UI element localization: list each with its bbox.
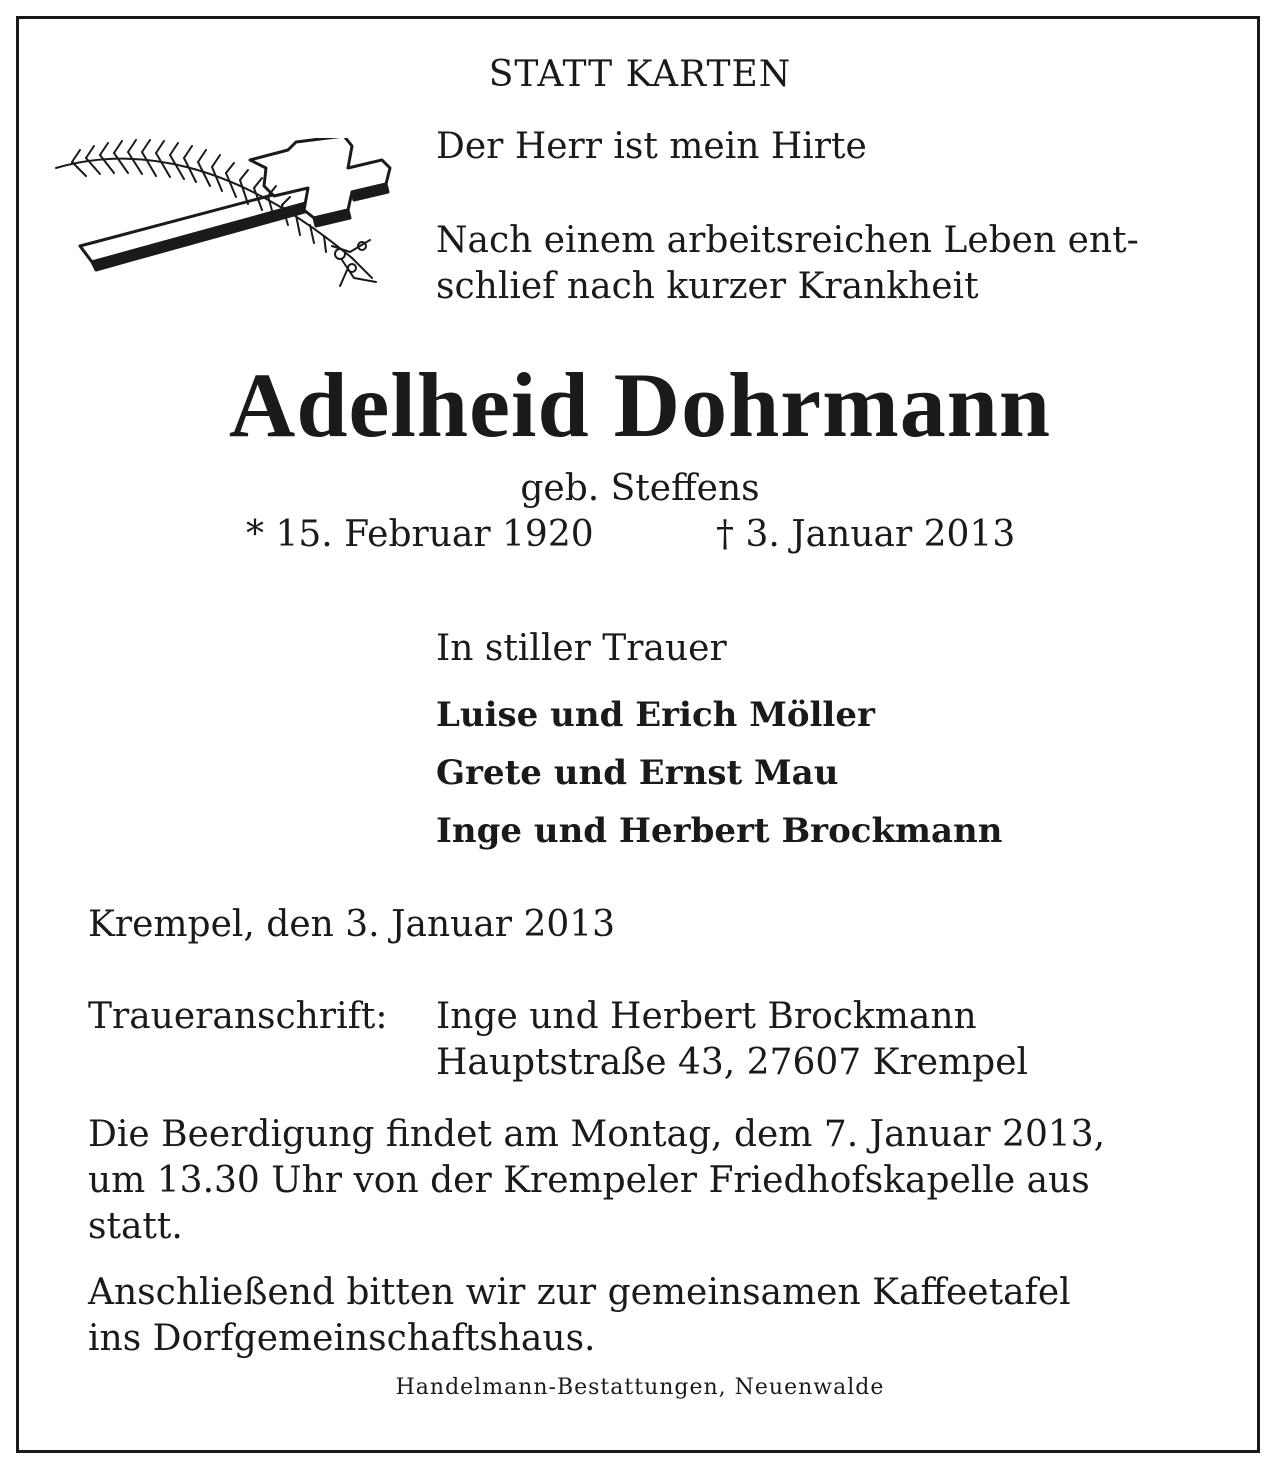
- address-line-1: Inge und Herbert Brockmann: [436, 996, 977, 1037]
- intro-line-1: Nach einem arbeitsreichen Leben ent-: [436, 220, 1139, 261]
- address-label: Traueranschrift:: [88, 996, 388, 1037]
- mourner-3: Inge und Herbert Brockmann: [436, 811, 1003, 851]
- place-date: Krempel, den 3. Januar 2013: [88, 904, 616, 945]
- funeral-line-1: Die Beerdigung findet am Montag, dem 7. Januar 2013,: [88, 1114, 1106, 1155]
- funeral-line-2: um 13.30 Uhr von der Krempeler Friedhofskapelle aus: [88, 1160, 1090, 1201]
- address-line-2: Hauptstraße 43, 27607 Krempel: [436, 1042, 1029, 1083]
- header-text: STATT KARTEN: [488, 54, 792, 95]
- cross-with-palm-icon: [52, 138, 412, 298]
- mourner-1: Luise und Erich Möller: [436, 695, 875, 735]
- mourner-2: Grete und Ernst Mau: [436, 753, 839, 793]
- reception-line-1: Anschließend bitten wir zur gemeinsamen Kaffeetafel: [88, 1272, 1071, 1313]
- funeral-line-3: statt.: [88, 1206, 183, 1247]
- reception-line-2: ins Dorfgemeinschaftshaus.: [88, 1318, 596, 1359]
- deceased-name: Adelheid Dohrmann: [228, 354, 1052, 456]
- mourning-line: In stiller Trauer: [436, 628, 727, 669]
- verse-text: Der Herr ist mein Hirte: [436, 126, 867, 167]
- death-date: † 3. Januar 2013: [716, 514, 1016, 555]
- maiden-name: geb. Steffens: [520, 468, 760, 509]
- birth-date: * 15. Februar 1920: [246, 514, 594, 555]
- intro-line-2: schlief nach kurzer Krankheit: [436, 266, 979, 307]
- undertaker-credit: Handelmann-Bestattungen, Neuenwalde: [395, 1375, 885, 1400]
